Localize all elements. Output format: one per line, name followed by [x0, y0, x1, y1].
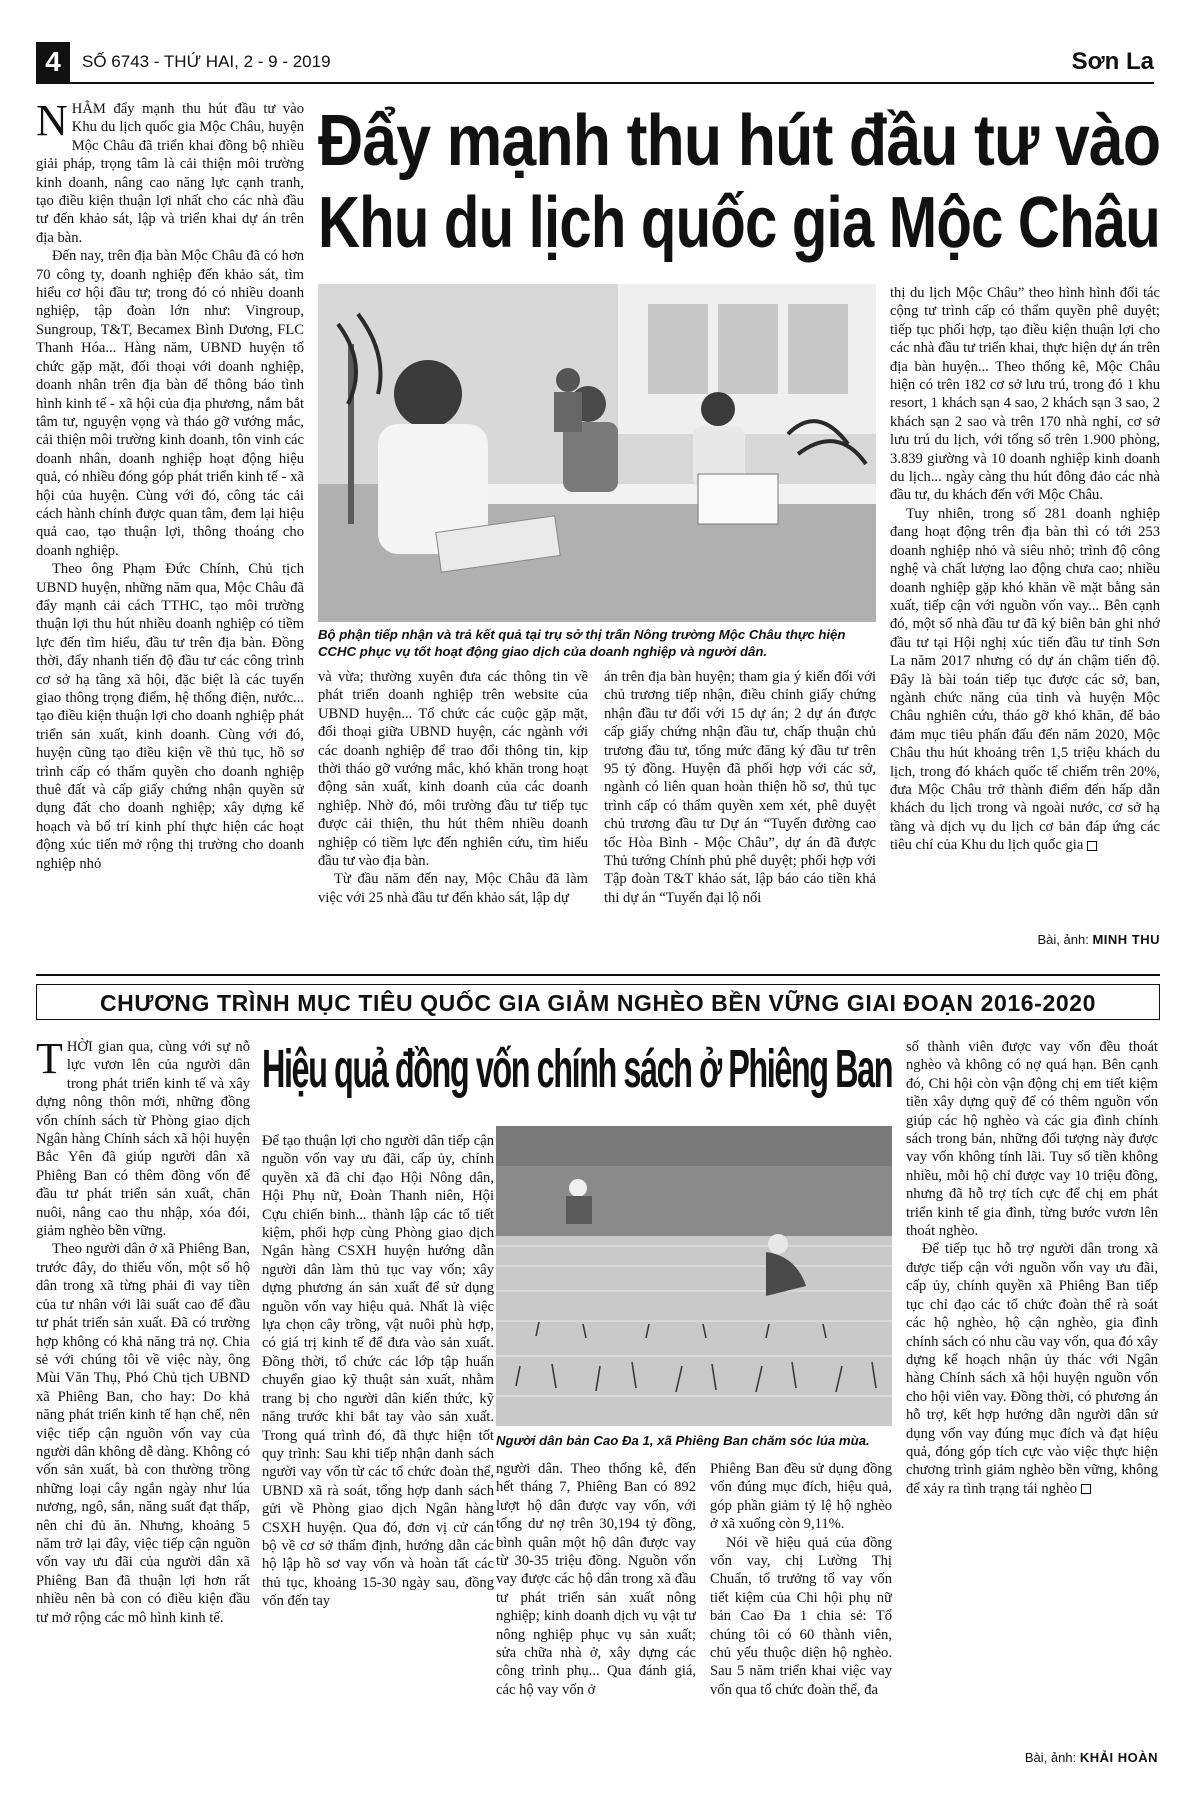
article1-headline-line2: Khu du lịch quốc gia Mộc Châu: [318, 183, 1160, 263]
article2-col3: [496, 1460, 696, 1780]
page-number: 4: [45, 46, 61, 77]
article2-byline-author: KHẢI HOÀN: [1079, 1750, 1158, 1765]
article2-col5-p2-text: Để tiếp tục hỗ trợ người dân trong xã được tiếp cận với nguồn vốn vay ưu đãi, cấp ủy, chính quyền xã Phiêng Ban tiếp tục chỉ đạo các tổ chức đoàn thể rà soát các hộ nghèo, hộ cận nghèo, gia đình chính sách có nhu cầu vay vốn, qua đó xây dựng kế hoạch nhận ủy thác với Ngân hàng Chính sách xã hội huyện nguồn vốn cho hội viên vay. Đồng thời, có phương án hỗ trợ, kết hợp hướng dẫn người dân sử dụng vốn vay đúng mục đích và đạt hiệu quả, đóng góp tích cực vào việc thực hiện chương trình giảm nghèo bền vững, không để xảy ra tình trạng tái nghèo: [906, 1241, 1158, 1497]
article2-col4-p2: Nói về hiệu quả của đồng vốn vay, chị Lường Thị Chuẩn, tổ trưởng tổ vay vốn tiết kiệm của Chi hội phụ nữ bản Cao Đa 1 chia sẻ: Tổ chúng tôi có 60 thành viên, chủ yếu thuộc diện hộ nghèo. Sau 5 năm triển khai việc vay vốn qua tổ chức đoàn thể, đa: [710, 1534, 892, 1698]
article2-col2-p1: Để tạo thuận lợi cho người dân tiếp cận nguồn vốn vay ưu đãi, cấp ủy, chính quyền xã đã chỉ đạo Hội Nông dân, Hội Phụ nữ, Đoàn Thanh niên, Hội Cựu chiến binh... thành lập các tổ tiết kiệm, phối hợp cùng Phòng giao dịch Ngân hàng CSXH huyện hướng dẫn người dân làm thủ tục vay vốn; xây dựng phương án sản xuất để sử dụng nguồn vốn vay hiệu quả. Nhất là việc lựa chọn cây trồng, vật nuôi phù hợp, có giá trị kinh tế để đưa vào sản xuất. Đồng thời, tổ chức các lớp tập huấn chuyển giao kỹ thuật sản xuất, nhằm trang bị cho người dân kiến thức, kỹ năng trước khi bắt tay vào sản xuất. Trong quá trình đó, đã thực hiện tốt quy trình: Sau khi tiếp nhận danh sách người vay vốn từ các tổ chức đoàn thể, UBND xã rà soát, tổng hợp danh sách gửi về Phòng giao dịch Ngân hàng CSXH huyện. Qua đó, đơn vị cử cán bộ về cơ sở thẩm định, hướng dẫn các hộ lập hồ sơ vay vốn và hoàn tất các thủ tục, khoảng 15-30 ngày sau, đồng vốn đến tay: [262, 1133, 494, 1610]
article1-col1-p2: Đến nay, trên địa bàn Mộc Châu đã có hơn 70 công ty, doanh nghiệp đến khảo sát, tìm hiểu cơ hội đầu tư; trong đó có nhiều doanh nghiệp, tập đoàn lớn như: Vingroup, Sungroup, T&T, Becamex Bình Dương, FLC Thanh Hóa... Hàng năm, UBND huyện tổ chức gặp mặt, đối thoại với doanh nghiệp, doanh nhân trên địa bàn để thông báo tình hình kinh tế - xã hội của địa phương, nắm bắt tâm tư, nguyện vọng và tháo gỡ vướng mắc, cải thiện môi trường kinh doanh, tôn vinh các doanh nhân, doanh nghiệp hoạt động hiệu quả, có nhiều đóng góp phát triển kinh tế - xã hội của huyện. Cùng với đó, công tác cải cách hành chính được quan tâm, đem lại hiệu quả cao, tạo thuận lợi, thông thoáng cho doanh nghiệp.: [36, 248, 304, 559]
article1-col2-p1: và vừa; thường xuyên đưa các thông tin về phát triển doanh nghiệp trên website của UBND huyện... Tổ chức các cuộc gặp mặt, đối thoại giữa UBND huyện, các ngành với các doanh nghiệp để trao đổi thông tin, kịp thời tháo gỡ vướng mắc, khó khăn trong hoạt động sản xuất, kinh doanh của các doanh nghiệp. Nhờ đó, môi trường đầu tư tiếp tục được cải thiện, thu hút thêm nhiều doanh nghiệp có tiềm lực đến nghiên cứu, tìm hiểu đầu tư vào địa bàn.: [318, 669, 588, 870]
article1-headline: [318, 100, 1160, 272]
article2-photo: [496, 1126, 892, 1426]
issue-line: SỐ 6743 - THỨ HAI, 2 - 9 - 2019: [82, 52, 331, 71]
article2-col5-p2: [906, 1240, 1158, 1498]
article2-col1-p1: HỜI gian qua, cùng với sự nỗ lực vươn lên của người dân trong phát triển kinh tế và xây dựng nông thôn mới, những đồng vốn chính sách từ Phòng giao dịch Ngân hàng Chính sách xã hội huyện Bắc Yên đã giúp người dân xã Phiêng Ban có thêm đồng vốn để đầu tư phát triển sản xuất, chăn nuôi, nâng cao thu nhập, xóa đói, giảm nghèo bền vững.: [36, 1039, 250, 1240]
article2-col3-p1: người dân. Theo thống kê, đến hết tháng 7, Phiêng Ban có 892 lượt hộ dân được vay vốn, với tổng dư nợ trên 30,194 tỷ đồng, bình quân một hộ dân được vay từ 30-35 triệu đồng. Nguồn vốn vay được các hộ dân trong xã đầu tư phát triển sản xuất nông nghiệp; kinh doanh dịch vụ vật tư nông nghiệp phục vụ sản xuất; sửa chữa nhà ở, xây dựng các công trình phụ... Qua đánh giá, các hộ vay vốn ở: [496, 1461, 696, 1698]
office-photo-illustration: [318, 284, 876, 622]
article1-col4: [890, 284, 1160, 930]
article2-col5: [906, 1038, 1158, 1748]
article1-col4-p2-text: Tuy nhiên, trong số 281 doanh nghiệp đang hoạt động trên địa bàn thì có tới 253 doanh nghiệp nhỏ và siêu nhỏ; trình độ công nghệ và chất lượng lao động chưa cao; nhiều doanh nghiệp gặp khó khăn về mặt bằng sản xuất, tiếp cận với nguồn vốn vay... Bên cạnh đó, một số nhà đầu tư đã ký biên bản ghi nhớ đầu tư tại Hội nghị xúc tiến đầu tư tỉnh Sơn La năm 2017 nhưng có dự án chậm tiến độ. Đây là bài toán tiếp tục được các sở, ban, ngành chức năng của tỉnh và huyện Mộc Châu nghiên cứu, tháo gỡ khó khăn, để bảo đảm mục tiêu phấn đấu đến năm 2020, Mộc Châu thu hút khoảng trên 1,5 triệu khách du lịch, trong đó khách quốc tế chiếm trên 20%, đưa Mộc Châu trở thành điểm đến hấp dẫn khách du lịch trong và ngoài nước, cơ sở hạ tầng và dịch vụ du lịch cơ bản đáp ứng các tiêu chí của Khu du lịch quốc gia: [890, 505, 1160, 854]
article1-col2: [318, 668, 588, 952]
article-2: [0, 1030, 1200, 1800]
article1-byline-prefix: Bài, ảnh:: [1037, 932, 1089, 947]
article1-col1: [36, 100, 304, 952]
end-mark-icon: [1087, 841, 1097, 851]
article2-headline: [262, 1030, 896, 1108]
article1-col3: [604, 668, 876, 952]
article1-col1-p3: Theo ông Phạm Đức Chính, Chủ tịch UBND huyện, những năm qua, Mộc Châu đã đẩy mạnh cải cách TTHC, tạo môi trường thuận lợi thu hút nhiều doanh nghiệp có tiềm lực đến tìm hiểu, đầu tư trên địa bàn. Đồng thời, đẩy nhanh tiến độ đầu tư các công trình cơ sở hạ tầng xã hội, đặc biệt là các tuyến giao thông trọng điểm, hệ thống điện, nước... tạo điều kiện thuận lợi cho doanh nghiệp phát triển sản xuất, kinh doanh. Cùng với đó, huyện cũng tạo điều kiện về thủ tục, hồ sơ trình cấp có thẩm quyền cho doanh nghiệp thuê đất và cấp giấy chứng nhận quyền sử dụng đất cho doanh nghiệp; xây dựng kế hoạch và bố trí kinh phí thực hiện các hoạt động xúc tiến mở rộng thị trường cho doanh nghiệp nhỏ: [36, 561, 304, 872]
article1-byline-author: MINH THU: [1092, 932, 1160, 947]
article2-col5-p1: số thành viên được vay vốn đều thoát nghèo và không có nợ quá hạn. Bên cạnh đó, Chi hội còn vận động chị em tiết kiệm tiền xây dựng quỹ để có thêm nguồn vốn giúp các hộ nghèo và các gia đình chính sách trong bản, những đối tượng này được vay vốn không tính lãi. Tuy số tiền không nhiều, mỗi hộ chỉ được vay 10 triệu đồng, nhưng đã hỗ trợ tích cực để chị em phát triển kinh tế gia đình, từng bước vươn lên thoát nghèo.: [906, 1039, 1158, 1240]
newspaper-name: Sơn La: [1071, 48, 1154, 75]
article1-dropcap: N: [36, 100, 68, 145]
article2-col4: [710, 1460, 892, 1780]
article2-byline: [906, 1750, 1158, 1765]
article2-col1-p2: Theo người dân ở xã Phiêng Ban, trước đây, do thiếu vốn, một số hộ dân trong xã từng phải đi vay tiền của tư nhân với lãi suất cao để đầu tư phát triển sản xuất. Đã có trường hợp không có khả năng trả nợ. Chia sẻ với chúng tôi về việc này, ông Mùi Văn Thụ, Phó Chủ tịch UBND xã Phiêng Ban, cho hay: Do khả năng phát triển kinh tế hạn chế, nên việc tiếp cận nguồn vốn vay của người dân không dễ dàng. Không có vốn sản xuất, bà con thường trồng những loại cây ngắn ngày như lúa nương, ngô, sắn, năng suất đạt thấp, nên chỉ đủ ăn. Nhưng, khoảng 5 năm trở lại đây, việc tiếp cận nguồn vốn vay ưu đãi của người dân xã Phiêng Ban đã thuận lợi hơn rất nhiều nên bà con có điều kiện đầu tư mở rộng các mô hình kinh tế.: [36, 1241, 250, 1626]
section-divider: [36, 974, 1160, 976]
article1-col1-p1: HẰM đẩy mạnh thu hút đầu tư vào Khu du lịch quốc gia Mộc Châu, huyện Mộc Châu đã triển khai đồng bộ nhiều giải pháp, trọng tâm là cải thiện môi trường kinh doanh, nâng cao năng lực cạnh tranh, tạo điều kiện thuận lợi nhất cho các nhà đầu tư đến khảo sát, lập và triển khai dự án trên địa bàn.: [36, 101, 304, 246]
article2-col1: [36, 1038, 250, 1778]
article2-byline-prefix: Bài, ảnh:: [1024, 1750, 1077, 1765]
article2-photo-caption: Người dân bản Cao Đa 1, xã Phiêng Ban chăm sóc lúa mùa.: [496, 1433, 870, 1448]
article1-photo: [318, 284, 876, 622]
article2-dropcap: T: [36, 1038, 63, 1083]
article2-col4-p1: Phiêng Ban đều sử dụng đồng vốn đúng mục đích, hiệu quả, góp phần giảm tỷ lệ hộ nghèo ở xã xuống còn 9,11%.: [710, 1461, 892, 1533]
article1-col4-p2: [890, 505, 1160, 855]
end-mark-icon: [1081, 1484, 1091, 1494]
article1-col4-p1: thị du lịch Mộc Châu” theo hình hình đối tác cộng tư trình cấp có thẩm quyền phê duyệt; tiếp tục phối hợp, tạo điều kiện thuận lợi cho các nhà đầu tư triển khai, thực hiện dự án trên địa bàn huyện... Theo thống kê, Mộc Châu hiện có trên 182 cơ sở lưu trú, trong đó 1 khu resort, 1 khách sạn 4 sao, 2 khách sạn 3 sao, 2 khách sạn 2 sao và trên 170 nhà nghỉ, cơ sở lưu trú du lịch, với tổng số trên 1.900 phòng, 3.839 giường và 10 doanh nghiệp kinh doanh du lịch... ngày càng thu hút đông đảo các nhà đầu tư, du khách đến với Mộc Châu.: [890, 285, 1160, 504]
article1-byline: [890, 932, 1160, 947]
article1-photo-caption: Bộ phận tiếp nhận và trả kết quả tại trụ sở thị trấn Nông trường Mộc Châu thực hiện CCHC phục vụ tốt hoạt động giao dịch của doanh nghiệp và người dân.: [318, 627, 846, 659]
article1-headline-line1: Đẩy mạnh thu hút đầu tư vào: [318, 101, 1161, 181]
section-banner: CHƯƠNG TRÌNH MỤC TIÊU QUỐC GIA GIẢM NGHÈO BỀN VỮNG GIAI ĐOẠN 2016-2020: [36, 984, 1160, 1020]
rice-field-photo-illustration: [496, 1126, 892, 1426]
article2-col2: [262, 1132, 494, 1780]
article1-col2-p2: Từ đầu năm đến nay, Mộc Châu đã làm việc với 25 nhà đầu tư đến khảo sát, lập dự: [318, 871, 588, 906]
article1-col3-p1: án trên địa bàn huyện; tham gia ý kiến đối với chủ trương tiếp nhận, điều chỉnh giấy chứng nhận đầu tư đối với 15 dự án; 2 dự án được cấp giấy chứng nhận đầu tư, chấp thuận chủ trương đầu tư, tổng mức đăng ký đầu tư trên 95 tỷ đồng. Huyện đã phối hợp với các sở, ngành có liên quan hoàn thiện hồ sơ, thủ tục trình cấp có thẩm quyền xem xét, phê duyệt chủ trương đầu tư Dự án “Tuyến đường cao tốc Hòa Bình - Mộc Châu”, dự án đã được Thủ tướng Chính phủ phê duyệt; phối hợp với Tập đoàn T&T khảo sát, lập báo cáo tiền khả thi dự án “Tuyến đại lộ nối: [604, 669, 876, 906]
article2-headline-text: Hiệu quả đồng vốn chính sách ở Phiêng Ban: [262, 1039, 893, 1099]
